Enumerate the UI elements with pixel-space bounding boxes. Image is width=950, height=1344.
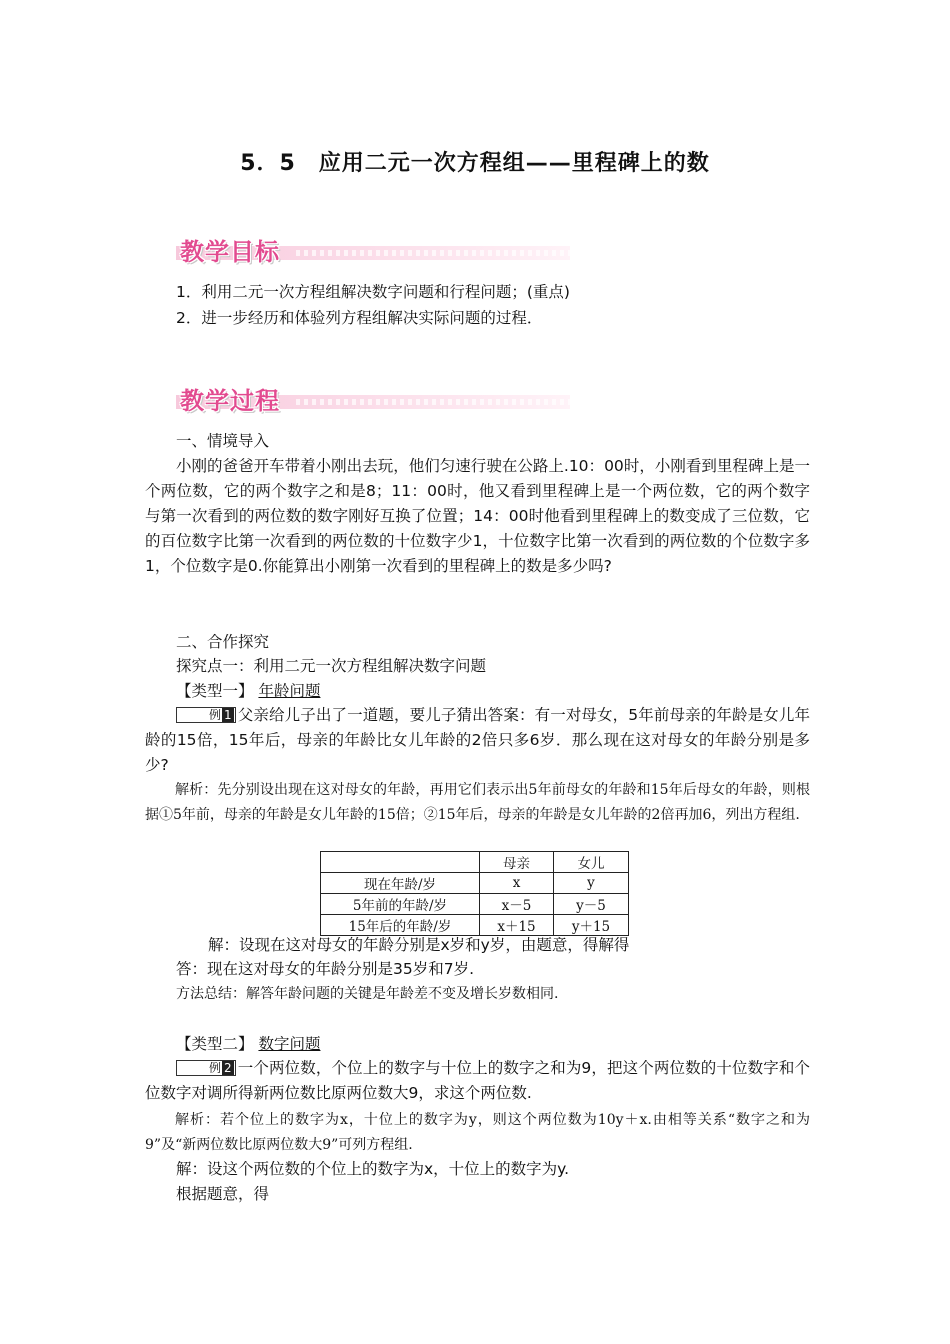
part1-heading: 一、情境导入 <box>176 432 270 450</box>
table-cell: 女儿 <box>554 852 629 873</box>
table-cell <box>321 852 480 873</box>
table-cell: 母亲 <box>480 852 554 873</box>
type2-label: 【类型二】 <box>176 1035 254 1053</box>
type2-name: 数字问题 <box>258 1035 321 1053</box>
example1-solution: 解：设现在这对母女的年龄分别是x岁和y岁，由题意，得解得 <box>208 936 630 954</box>
table-cell: 5年前的年龄/岁 <box>321 894 480 915</box>
part1-body: 小刚的爸爸开车带着小刚出去玩，他们匀速行驶在公路上.10：00时，小刚看到里程碑上是一个两位数，它的两个数字之和是8；11：00时，他又看到里程碑上是一个两位数，它的两个数字与第一次看到的两位数的数字刚好互换了位置；14：00时他看到里程碑上的数变成了三位数，它的百位数字比第一次看到的两位数的十位数字少1，十位数字比第一次看到的两位数的个位数字多1，个位数字是0.你能算出小刚第一次看到的里程碑上的数是多少吗? <box>145 457 810 575</box>
age-table <box>320 851 629 936</box>
example2-according: 根据题意，得 <box>176 1185 270 1203</box>
example-badge: 例 1 <box>176 707 236 723</box>
example1-question <box>145 703 810 778</box>
table-cell: x＋15 <box>480 915 554 936</box>
table-cell: 15年后的年龄/岁 <box>321 915 480 936</box>
table-row <box>321 894 629 915</box>
type1-label: 【类型一】 <box>176 682 254 700</box>
table-row <box>321 873 629 894</box>
example1-text: 父亲给儿子出了一道题，要儿子猜出答案：有一对母女，5年前母亲的年龄是女儿年龄的15倍，15年后，母亲的年龄比女儿年龄的2倍只多6岁．那么现在这对母女的年龄分别是多少? <box>145 706 810 774</box>
table-cell: x－5 <box>480 894 554 915</box>
table-header-row <box>321 852 629 873</box>
part2-heading: 二、合作探究 <box>176 633 270 651</box>
example2-analysis: 解析：若个位上的数字为x，十位上的数字为y，则这个两位数为10y＋x.由相等关系“数字之和为9”及“新两位数比原两位数大9”可列方程组. <box>145 1112 810 1153</box>
type1-heading <box>176 679 320 704</box>
table-cell: x <box>480 873 554 894</box>
example1-analysis: 解析：先分别设出现在这对母女的年龄，再用它们表示出5年前母女的年龄和15年后母女的年龄，则根据①5年前，母亲的年龄是女儿年龄的15倍；②15年后，母亲的年龄是女儿年龄的2倍再加6，列出方程组. <box>145 782 810 823</box>
banner-label: 教学目标 <box>180 238 280 266</box>
table-cell: y－5 <box>554 894 629 915</box>
section-banner-goals <box>176 232 570 264</box>
example-badge: 例 2 <box>176 1060 236 1076</box>
goal-item-2: 2．进一步经历和体验列方程组解决实际问题的过程． <box>176 309 543 327</box>
section-banner-process <box>176 381 570 413</box>
example2-solution: 解：设这个两位数的个位上的数字为x，十位上的数字为y. <box>176 1160 570 1178</box>
type2-heading <box>176 1032 320 1057</box>
table-cell: y＋15 <box>554 915 629 936</box>
table-cell: 现在年龄/岁 <box>321 873 480 894</box>
table-cell: y <box>554 873 629 894</box>
goal-item-1: 1．利用二元一次方程组解决数字问题和行程问题；(重点) <box>176 283 570 301</box>
explore-point-1: 探究点一：利用二元一次方程组解决数字问题 <box>176 657 487 675</box>
example1-answer: 答：现在这对母女的年龄分别是35岁和7岁. <box>176 960 475 978</box>
example2-question <box>145 1056 810 1106</box>
example2-text: 一个两位数，个位上的数字与十位上的数字之和为9，把这个两位数的十位数字和个位数字对调所得新两位数比原两位数大9，求这个两位数. <box>145 1059 810 1102</box>
method-summary: 方法总结：解答年龄问题的关键是年龄差不变及增长岁数相同. <box>176 986 559 1002</box>
type1-name: 年龄问题 <box>258 682 321 700</box>
page-title: 5．5 应用二元一次方程组——里程碑上的数 <box>240 151 710 176</box>
banner-label: 教学过程 <box>180 387 280 415</box>
